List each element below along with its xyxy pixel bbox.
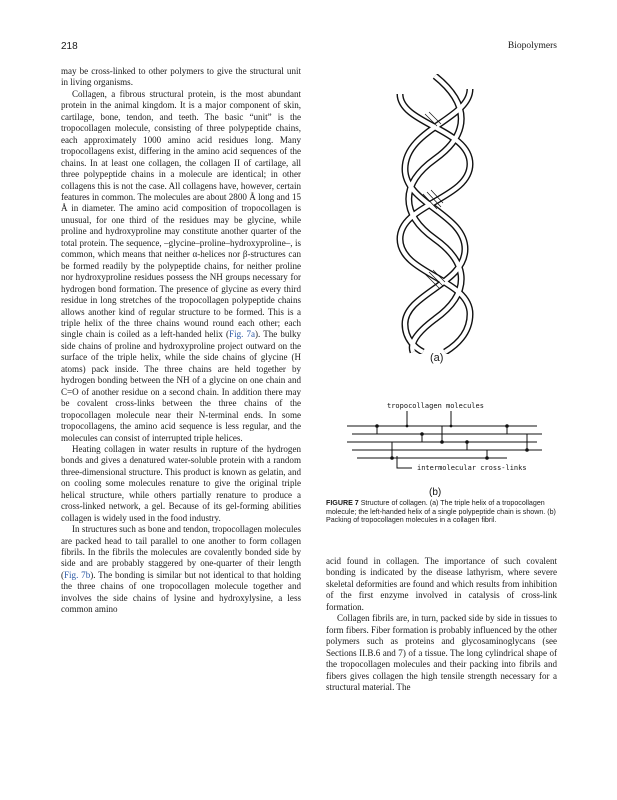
- fig-7b-link[interactable]: Fig. 7b: [64, 569, 91, 580]
- caption-label: FIGURE 7: [326, 499, 359, 507]
- fig-7a-link[interactable]: Fig. 7a: [229, 329, 256, 340]
- triple-helix-diagram: [385, 74, 485, 354]
- caption-text: Structure of collagen. (a) The triple helix of a tropocollagen molecule; the left-handed helix of a single polypeptide chain is shown. (b) Packing of tropocollagen molecules in a collagen fibril.: [326, 499, 556, 525]
- annotation-top: tropocollagen molecules: [387, 402, 484, 410]
- paragraph: In structures such as bone and tendon, tropocollagen molecules are packed head to tail parallel to one another to form collagen fibrils. In the fibrils the molecules are covalently bonded side by side and are probably staggered by one-quarter of their length (Fig. 7b). The bonding is similar but not identical to that holding the three chains of one tropocollagen molecule together and involves the side chains of lysine and hydroxylysine, a less common amino: [61, 524, 301, 615]
- page-header: [61, 41, 557, 55]
- paragraph: Collagen fibrils are, in turn, packed side by side in tissues to form fibers. Fiber formation is probably influenced by the other polymers such as proteins and glycosaminoglycans (see Sections II.B.6 and 7) of a tissue. The long cylindrical shape of the tropocollagen molecules and their packing into fibrils and fibers gives collagen the high tensile strength necessary for a structural material. The: [326, 613, 557, 692]
- figure-label-a: (a): [430, 352, 444, 364]
- page-number: 218: [61, 41, 78, 52]
- figure-label-b: (b): [429, 487, 442, 498]
- running-title: Biopolymers: [507, 41, 557, 51]
- paragraph: Collagen, a fibrous structural protein, is the most abundant protein in the animal kingdom. It is a major component of skin, cartilage, bone, tendon, and teeth. The basic “unit” is the tropocollagen molecule, consisting of three polypeptide chains, each approximately 1000 amino acid residues long. Many tropocollagens exist, differing in the amino acid sequences of the chains. In at least one collagen, the collagen II of cartilage, all three polypeptide chains in a molecule are identical; in other collagens this is not the case. All collagens have, however, certain features in common. The molecules are about 2800 Å long and 15 Å in diameter. The amino acid composition of tropocollagen is unusual, for one third of the residues may be glycine, while proline and hydroxyproline may constitute another quarter of the total protein. The sequence, –glycine–proline–hydroxyproline–, is common, which means that neither α-helices nor β-structures can be formed readily by the polypeptide chains, for neither proline nor hydroxyproline residues possess the NH groups necessary for hydrogen bond formation. The presence of glycine as every third residue in long stretches of the tropocollagen polypeptide chains allows another kind of regular structure to be formed. This is a triple helix of the three chains wound round each other; each single chain is coiled as a left-handed helix (Fig. 7a). The bulky side chains of proline and hydroxyproline project outward on the surface of the triple helix, while the side chains of glycine (H atoms) pack inside. The three chains are held together by hydrogen bonding between the NH of a glycine on one chain and C=O of another residue on a second chain. In addition there may be covalent cross-links between the three chains of the tropocollagen molecule near their N-terminal ends. In some tropocollagens, the amino acid sequence is less regular, and the molecules can consist of interrupted triple helices.: [61, 88, 302, 443]
- right-column: [326, 556, 557, 693]
- annotation-bottom: intermolecular cross-links: [417, 464, 527, 472]
- fibril-packing-diagram: [347, 400, 542, 500]
- figure-caption: [326, 499, 557, 525]
- left-column: [61, 66, 301, 616]
- paragraph: may be cross-linked to other polymers to give the structural unit in living organisms.: [61, 66, 301, 88]
- paragraph: acid found in collagen. The importance of such covalent bonding is indicated by the disease lathyrism, where severe skeletal deformities are found and which results from inhibition of the first enzyme involved in catalysis of cross-link formation.: [326, 556, 557, 612]
- paragraph: Heating collagen in water results in rupture of the hydrogen bonds and gives a denatured water-soluble protein with a random three-dimensional structure. This product is known as gelatin, and on cooling some molecules renature to give the original triple helical structure, while others partially renature to produce a cross-linked network, a gel. Because of its gel-forming abilities collagen is widely used in the food industry.: [61, 443, 301, 523]
